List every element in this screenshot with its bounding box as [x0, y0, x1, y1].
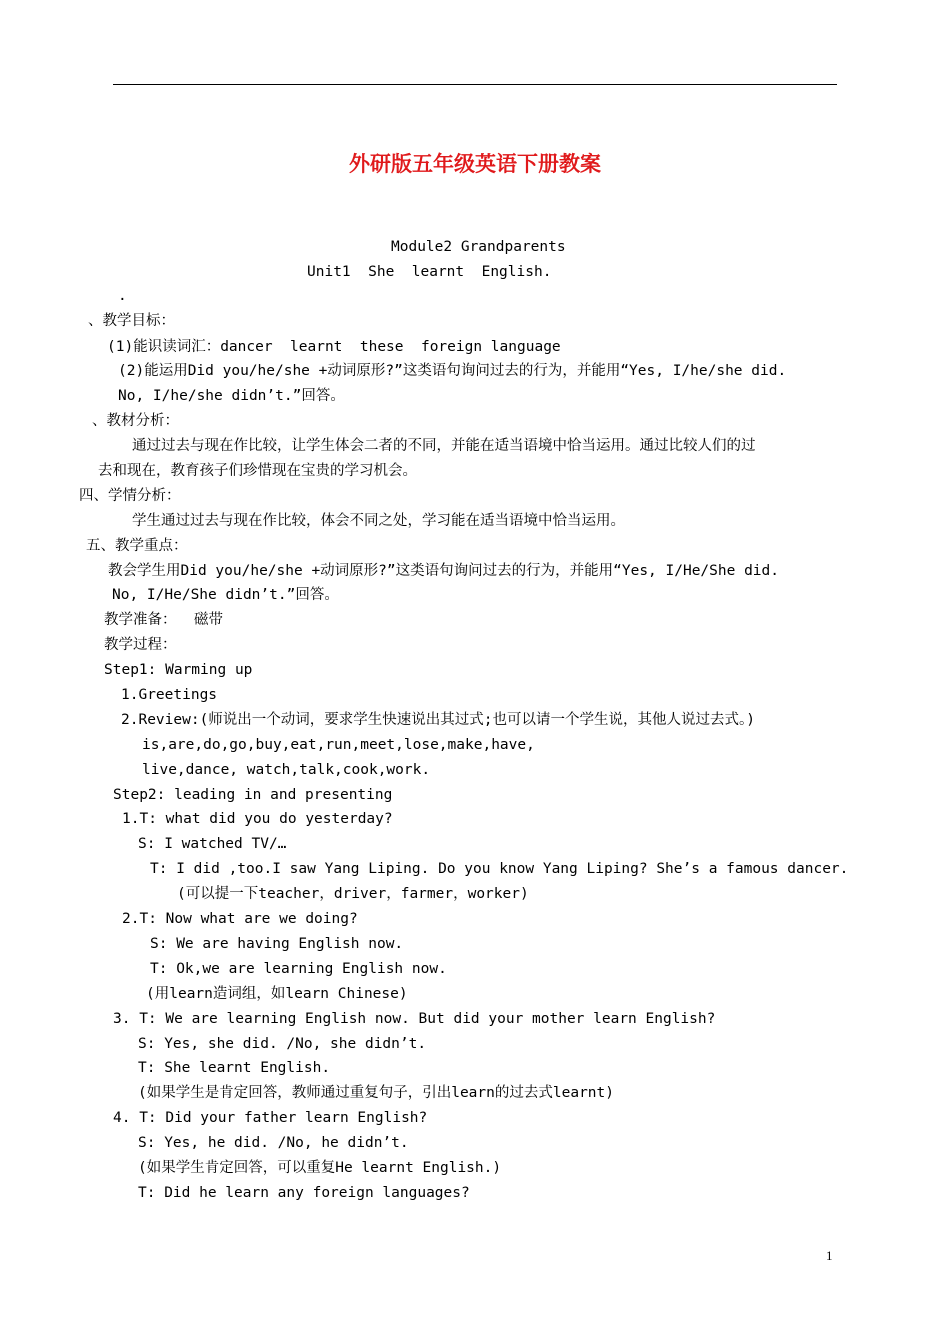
text-line: 2.T: Now what are we doing?	[122, 911, 358, 927]
document-title: 外研版五年级英语下册教案	[349, 152, 601, 176]
text-line: T: She learnt English.	[138, 1060, 331, 1076]
text-line: (1)能识读词汇：dancer learnt these foreign language	[107, 339, 561, 355]
text-line: 教学过程：	[104, 637, 177, 653]
section-heading-objectives: 、教学目标：	[88, 313, 175, 329]
text-line: T: I did ,too.I saw Yang Liping. Do you know Yang Liping? She’s a famous dancer.	[150, 861, 849, 877]
text-line: No, I/He/She didn’t.”回答。	[112, 587, 339, 603]
text-line: 1.Greetings	[121, 687, 218, 703]
text-line: 1.T: what did you do yesterday?	[122, 811, 393, 827]
text-line: T: Ok,we are learning English now.	[150, 961, 447, 977]
text-line: (如果学生肯定回答，可以重复He learnt English.)	[138, 1160, 502, 1176]
text-line: .	[118, 288, 127, 304]
step-heading: Step2: leading in and presenting	[113, 787, 393, 803]
section-heading-student-analysis: 四、学情分析：	[79, 488, 181, 504]
text-line: 4. T: Did your father learn English?	[113, 1110, 428, 1126]
text-line: S: We are having English now.	[150, 936, 404, 952]
text-line: (用learn造词组，如learn Chinese)	[146, 986, 408, 1002]
module-heading: Module2 Grandparents	[391, 239, 566, 255]
text-line: 教学准备： 磁带	[104, 612, 223, 628]
text-line: S: Yes, she did. /No, she didn’t.	[138, 1036, 427, 1052]
header-rule	[113, 84, 837, 85]
text-line: is,are,do,go,buy,eat,run,meet,lose,make,have,	[142, 737, 535, 753]
section-heading-material: 、教材分析：	[92, 413, 179, 429]
text-line: T: Did he learn any foreign languages?	[138, 1185, 470, 1201]
text-line: 2.Review:(师说出一个动词，要求学生快速说出其过式;也可以请一个学生说，其他人说过去式。)	[121, 712, 756, 728]
text-line: No, I/he/she didn’t.”回答。	[118, 388, 345, 404]
unit-heading: Unit1 She learnt English.	[307, 264, 552, 280]
page-number: 1	[826, 1248, 833, 1263]
text-line: S: I watched TV/…	[138, 836, 287, 852]
text-line: (可以提一下teacher，driver，farmer，worker)	[177, 886, 529, 902]
text-line: live,dance, watch,talk,cook,work.	[142, 762, 431, 778]
text-line: 教会学生用Did you/he/she +动词原形?”这类语句询问过去的行为，并能用“Yes, I/He/She did.	[108, 563, 779, 579]
step-heading: Step1: Warming up	[104, 662, 253, 678]
text-line: (如果学生是肯定回答，教师通过重复句子，引出learn的过去式learnt)	[138, 1085, 614, 1101]
text-line: 学生通过过去与现在作比较，体会不同之处，学习能在适当语境中恰当运用。	[132, 513, 625, 529]
text-line: (2)能运用Did you/he/she +动词原形?”这类语句询问过去的行为，并能用“Yes, I/he/she did.	[118, 363, 787, 379]
text-line: 去和现在，教育孩子们珍惜现在宝贵的学习机会。	[98, 463, 417, 479]
text-line: 通过过去与现在作比较，让学生体会二者的不同，并能在适当语境中恰当运用。通过比较人们的过	[132, 438, 756, 454]
section-heading-key-points: 五、教学重点：	[86, 538, 188, 554]
text-line: S: Yes, he did. /No, he didn’t.	[138, 1135, 409, 1151]
text-line: 3. T: We are learning English now. But did your mother learn English?	[113, 1011, 716, 1027]
